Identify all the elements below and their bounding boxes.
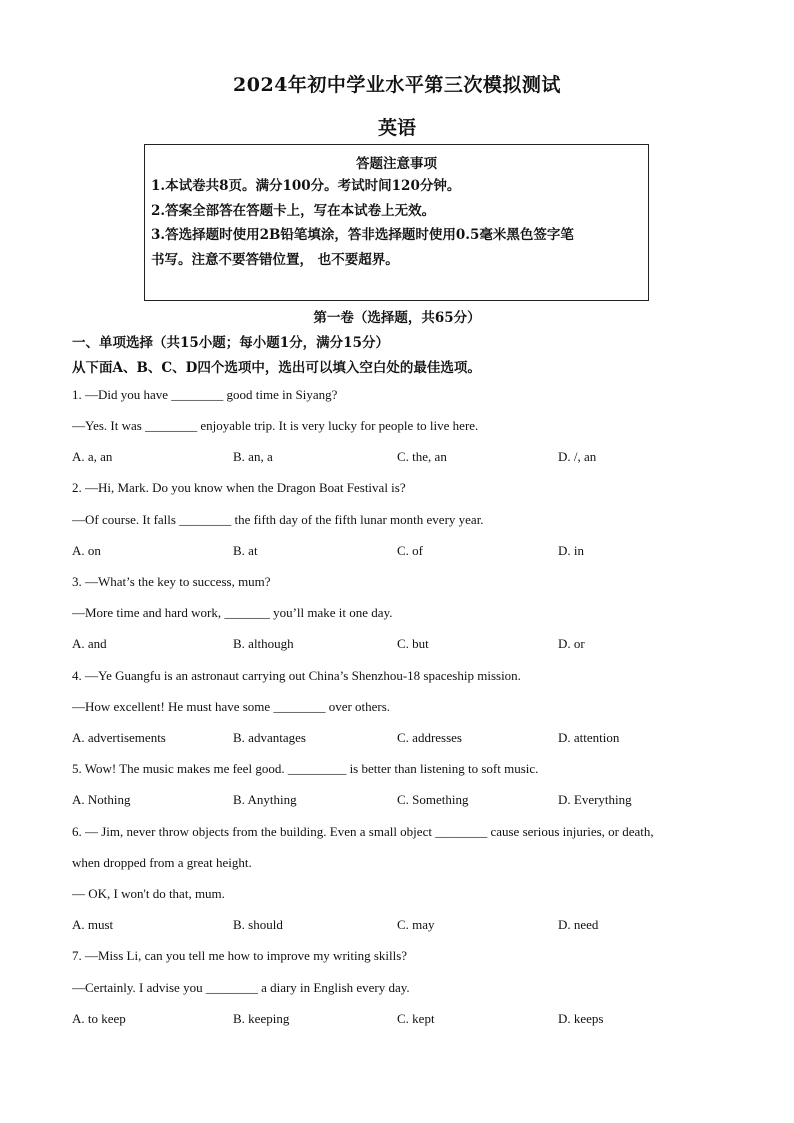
notice-line-3: 3.答选择题时使用2B铅笔填涂，答非选择题时使用0.5毫米黑色签字笔	[151, 227, 574, 243]
notice-line-4: 书写。注意不要答错位置， 也不要超界。	[151, 251, 399, 268]
option-d: D. Everything	[558, 792, 632, 807]
question-2-options	[72, 543, 732, 559]
option-a: A. must	[72, 917, 114, 932]
option-b: B. although	[233, 636, 294, 651]
option-d: D. in	[558, 543, 584, 558]
notice-line-2: 2.答案全部答在答题卡上，写在本试卷上无效。	[151, 202, 436, 219]
question-7-line-1: 7. —Miss Li, can you tell me how to improve my writing skills?	[72, 948, 408, 963]
question-6-line-1: 6. — Jim, never throw objects from the building. Even a small object ________ cause serious injuries, or death,	[72, 824, 654, 839]
notice-heading: 答题注意事项	[356, 156, 437, 172]
section-heading: 一、单项选择（共15小题；每小题1分，满分15分）	[72, 335, 389, 351]
option-b: B. at	[233, 543, 258, 558]
question-6-line-3: — OK, I won't do that, mum.	[72, 886, 225, 901]
section-instruction: 从下面A、B、C、D四个选项中，选出可以填入空白处的最佳选项。	[72, 360, 481, 376]
question-4-options	[72, 730, 732, 746]
option-b: B. advantages	[233, 730, 306, 745]
option-c: C. but	[397, 636, 429, 651]
question-6-options	[72, 917, 732, 933]
option-b: B. Anything	[233, 792, 297, 807]
option-a: A. a, an	[72, 449, 113, 464]
option-c: C. may	[397, 917, 435, 932]
question-3-line-2: —More time and hard work, _______ you’ll make it one day.	[72, 605, 393, 620]
part-heading: 第一卷（选择题，共65分）	[313, 310, 481, 326]
option-c: C. kept	[397, 1011, 435, 1026]
question-3-line-1: 3. —What’s the key to success, mum?	[72, 574, 271, 589]
question-5-line-1: 5. Wow! The music makes me feel good. _________ is better than listening to soft music.	[72, 761, 539, 776]
option-a: A. and	[72, 636, 107, 651]
question-2-line-2: —Of course. It falls ________ the fifth day of the fifth lunar month every year.	[72, 512, 484, 527]
option-c: C. the, an	[397, 449, 447, 464]
question-1-line-1: 1. —Did you have ________ good time in Siyang?	[72, 387, 338, 402]
question-2-line-1: 2. —Hi, Mark. Do you know when the Dragon Boat Festival is?	[72, 480, 406, 495]
question-4-line-1: 4. —Ye Guangfu is an astronaut carrying out China’s Shenzhou-18 spaceship mission.	[72, 668, 521, 683]
question-4-line-2: —How excellent! He must have some ________ over others.	[72, 699, 391, 714]
option-c: C. addresses	[397, 730, 462, 745]
option-d: D. attention	[558, 730, 620, 745]
option-d: D. keeps	[558, 1011, 604, 1026]
option-d: D. /, an	[558, 449, 597, 464]
option-a: A. on	[72, 543, 101, 558]
question-1-line-2: —Yes. It was ________ enjoyable trip. It is very lucky for people to live here.	[72, 418, 479, 433]
option-c: C. Something	[397, 792, 469, 807]
option-a: A. Nothing	[72, 792, 131, 807]
question-7-options	[72, 1011, 732, 1027]
question-5-options	[72, 792, 732, 808]
option-a: A. advertisements	[72, 730, 166, 745]
option-d: D. need	[558, 917, 599, 932]
option-a: A. to keep	[72, 1011, 126, 1026]
question-7-line-2: —Certainly. I advise you ________ a diary in English every day.	[72, 980, 410, 995]
option-d: D. or	[558, 636, 585, 651]
notice-box	[144, 144, 649, 301]
question-1-options	[72, 449, 732, 465]
question-6-line-2: when dropped from a great height.	[72, 855, 252, 870]
option-c: C. of	[397, 543, 423, 558]
option-b: B. keeping	[233, 1011, 290, 1026]
exam-title: 2024年初中学业水平第三次模拟测试	[233, 74, 561, 96]
question-3-options	[72, 636, 732, 652]
option-b: B. an, a	[233, 449, 273, 464]
subject-title: 英语	[377, 117, 416, 139]
notice-line-1: 1.本试卷共8页。满分100分。考试时间120分钟。	[151, 178, 461, 194]
option-b: B. should	[233, 917, 283, 932]
